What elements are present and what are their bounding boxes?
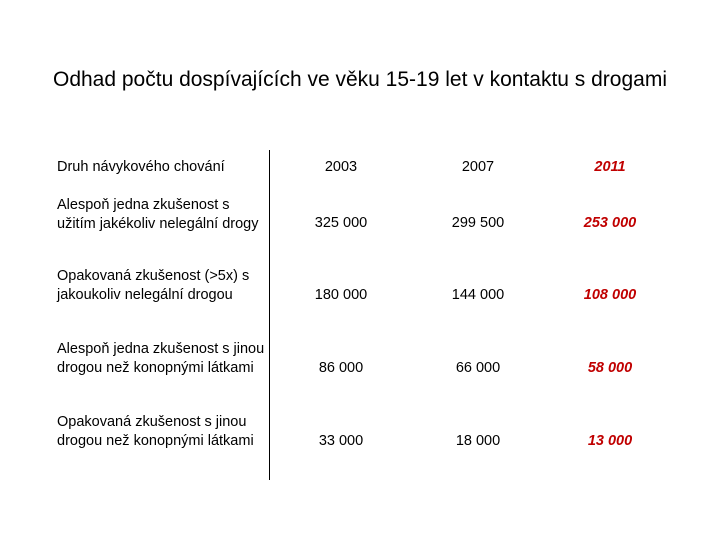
row2-value-2007: 144 000 [451, 287, 505, 303]
row2-value-2011: 108 000 [583, 287, 637, 303]
header-behavior-type: Druh návykového chování [57, 159, 225, 175]
row3-value-2003: 86 000 [318, 360, 364, 376]
row-label-non-cannabis-repeated: Opakovaná zkušenost s jinou drogou než konopnými látkami [57, 414, 254, 449]
column-divider [269, 150, 270, 480]
row3-value-2011: 58 000 [587, 360, 633, 376]
row4-value-2007: 18 000 [455, 433, 501, 449]
header-year-2011: 2011 [594, 159, 626, 175]
header-year-2003: 2003 [324, 159, 358, 175]
row-label-any-illegal-repeated: Opakovaná zkušenost (>5x) s jakoukoliv nelegální drogou [57, 268, 250, 303]
header-year-2007: 2007 [461, 159, 495, 175]
row2-value-2003: 180 000 [314, 287, 368, 303]
row1-value-2007: 299 500 [451, 215, 505, 231]
row3-value-2007: 66 000 [455, 360, 501, 376]
row-label-any-illegal-once: Alespoň jedna zkušenost s užitím jakékoliv nelegální drogy [57, 197, 259, 232]
row4-value-2011: 13 000 [587, 433, 633, 449]
row4-value-2003: 33 000 [318, 433, 364, 449]
row-label-non-cannabis-once: Alespoň jedna zkušenost s jinou drogou než konopnými látkami [57, 341, 265, 376]
row1-value-2011: 253 000 [583, 215, 637, 231]
row1-value-2003: 325 000 [314, 215, 368, 231]
slide-title: Odhad počtu dospívajících ve věku 15-19 let v kontaktu s drogami [52, 68, 667, 91]
